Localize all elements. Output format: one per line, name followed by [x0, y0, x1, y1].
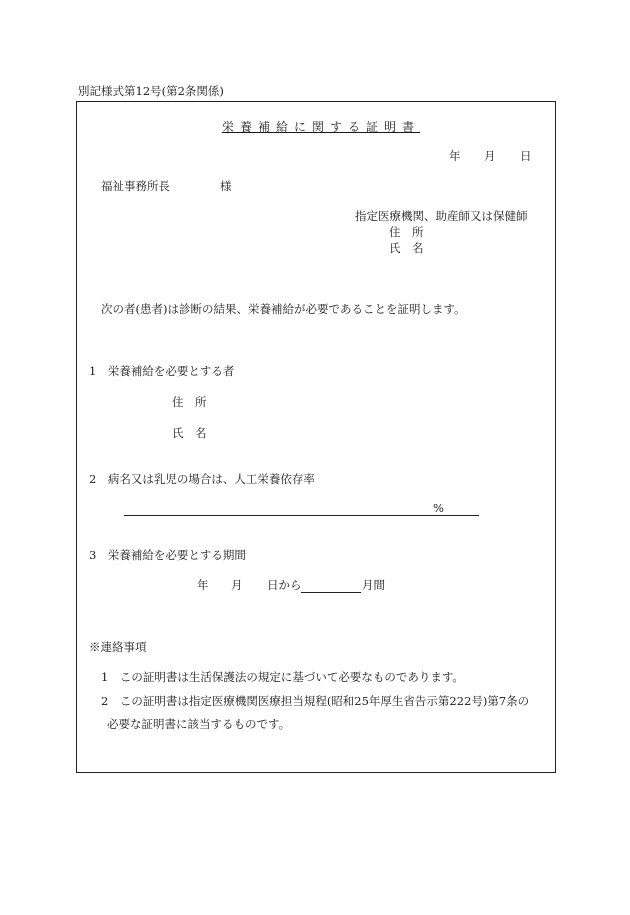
- addressee-honorific: 様: [220, 179, 232, 193]
- period-months: 月間: [362, 578, 385, 592]
- note-2-line2: 必要な証明書に該当するものです。: [107, 717, 291, 731]
- date-year: 年: [449, 149, 461, 163]
- section1-address-label: 住 所: [172, 395, 207, 409]
- period-from: 日から: [267, 578, 302, 592]
- notes-heading: ※連絡事項: [89, 640, 147, 654]
- diagnosis-line: [124, 515, 479, 516]
- form-number: 別記様式第12号(第2条関係): [78, 84, 224, 98]
- section2-heading: 2 病名又は乳児の場合は、人工栄養依存率: [89, 472, 315, 486]
- period-month: 月: [231, 578, 243, 592]
- date-day: 日: [520, 149, 532, 163]
- addressee-office: 福祉事務所長: [101, 179, 170, 193]
- form-title: 栄養補給に関する証明書: [222, 120, 421, 134]
- percent-sign: %: [433, 501, 444, 515]
- issuer-address-label: 住 所: [389, 225, 424, 239]
- date-month: 月: [484, 149, 496, 163]
- section1-heading: 1 栄養補給を必要とする者: [89, 364, 235, 378]
- note-2-line1: 2 この証明書は指定医療機関医療担当規程(昭和25年厚生省告示第222号)第7条の: [101, 694, 530, 708]
- section3-heading: 3 栄養補給を必要とする期間: [89, 548, 246, 562]
- period-year: 年: [197, 578, 209, 592]
- issuer-org: 指定医療機関、助産師又は保健師: [355, 209, 528, 223]
- period-line: [301, 592, 361, 593]
- issuer-name-label: 氏 名: [389, 241, 424, 255]
- note-1: 1 この証明書は生活保護法の規定に基づいて必要なものであります。: [101, 670, 464, 684]
- statement: 次の者(患者)は診断の結果、栄養補給が必要であることを証明します。: [101, 302, 466, 316]
- section1-name-label: 氏 名: [172, 426, 207, 440]
